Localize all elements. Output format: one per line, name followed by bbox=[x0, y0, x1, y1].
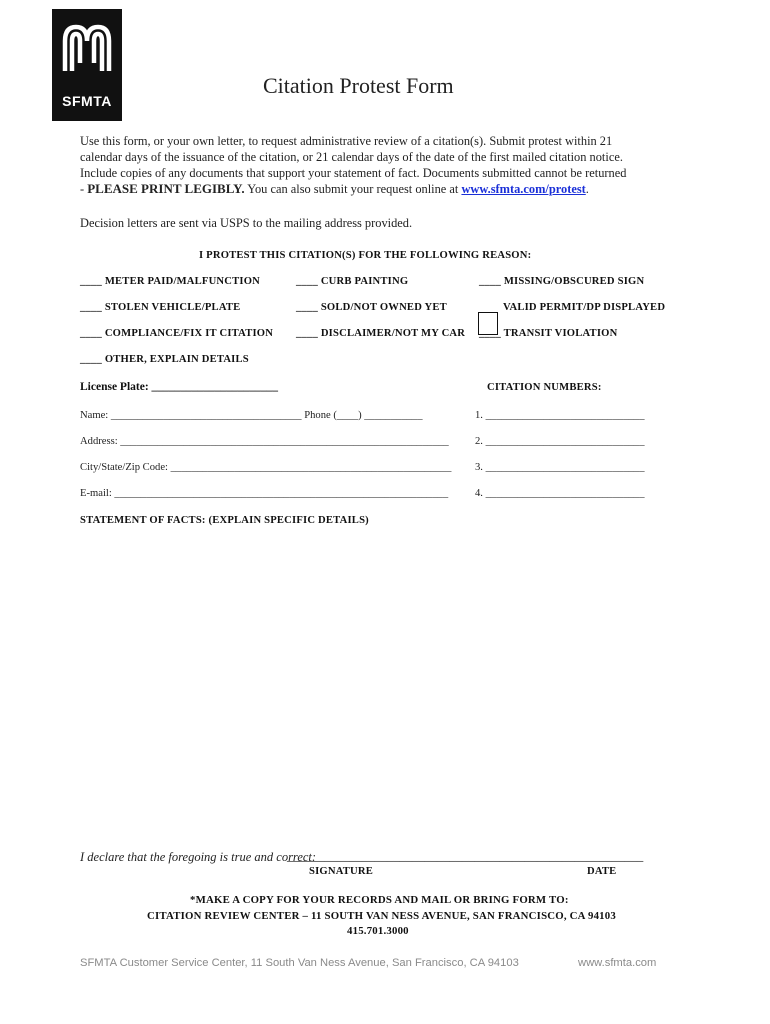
intro-line-3: Include copies of any documents that support your statement of fact. Documents submitted cannot be returned bbox=[80, 166, 627, 180]
email-field[interactable]: E-mail: _______________________________________________________________ bbox=[80, 488, 449, 499]
reason-transit-violation[interactable]: ____ TRANSIT VIOLATION bbox=[479, 328, 618, 339]
statement-heading: STATEMENT OF FACTS: (EXPLAIN SPECIFIC DETAILS) bbox=[80, 515, 369, 526]
reason-compliance[interactable]: ____ COMPLIANCE/FIX IT CITATION bbox=[80, 328, 274, 339]
intro-line-1: Use this form, or your own letter, to request administrative review of a citation(s). Submit protest within 21 bbox=[80, 134, 613, 148]
reason-missing-sign[interactable]: ____ MISSING/OBSCURED SIGN bbox=[479, 276, 645, 287]
sfmta-logo bbox=[52, 9, 122, 121]
address-field[interactable]: Address: ______________________________________________________________ bbox=[80, 436, 449, 447]
statement-area[interactable] bbox=[80, 535, 690, 835]
license-plate-field[interactable]: License Plate: ______________________ bbox=[80, 381, 279, 393]
review-center-address: CITATION REVIEW CENTER – 11 SOUTH VAN NESS AVENUE, SAN FRANCISCO, CA 94103 bbox=[147, 910, 616, 922]
protest-link[interactable]: www.sfmta.com/protest bbox=[461, 182, 586, 196]
city-state-zip-field[interactable]: City/State/Zip Code: _____________________________________________________ bbox=[80, 462, 452, 473]
citation-number-4[interactable]: 4. ______________________________ bbox=[475, 488, 645, 499]
reason-stolen-vehicle[interactable]: ____ STOLEN VEHICLE/PLATE bbox=[80, 302, 241, 313]
reason-curb-painting[interactable]: ____ CURB PAINTING bbox=[296, 276, 409, 287]
sfmta-worm-icon bbox=[52, 13, 122, 83]
signature-line[interactable]: _________________________________________________________ bbox=[287, 849, 644, 863]
reason-other[interactable]: ____ OTHER, EXPLAIN DETAILS bbox=[80, 354, 249, 365]
footer-address: SFMTA Customer Service Center, 11 South Van Ness Avenue, San Francisco, CA 94103 bbox=[80, 957, 519, 969]
online-text: You can also submit your request online at bbox=[244, 182, 462, 196]
mail-instruction: *MAKE A COPY FOR YOUR RECORDS AND MAIL OR BRING FORM TO: bbox=[190, 894, 569, 906]
declaration-text: I declare that the foregoing is true and correct: bbox=[80, 850, 317, 864]
reason-valid-permit[interactable]: VALID PERMIT/DP DISPLAYED bbox=[503, 302, 666, 313]
intro-dash: - bbox=[80, 182, 88, 196]
footer-website[interactable]: www.sfmta.com bbox=[578, 957, 657, 969]
phone-number: 415.701.3000 bbox=[347, 925, 409, 937]
signature-label: SIGNATURE bbox=[309, 866, 374, 877]
citation-numbers-heading: CITATION NUMBERS: bbox=[487, 382, 602, 393]
logo-text: SFMTA bbox=[62, 93, 112, 109]
citation-number-2[interactable]: 2. ______________________________ bbox=[475, 436, 645, 447]
name-phone-field[interactable]: Name: ____________________________________ Phone (____) ___________ bbox=[80, 410, 423, 421]
intro-line-4 bbox=[80, 181, 589, 197]
citation-number-1[interactable]: 1. ______________________________ bbox=[475, 410, 645, 421]
intro-line-2: calendar days of the issuance of the citation, or 21 calendar days of the date of the first mailed citation notice. bbox=[80, 150, 623, 164]
print-legibly-text: PLEASE PRINT LEGIBLY. bbox=[87, 181, 245, 196]
reason-disclaimer[interactable]: ____ DISCLAIMER/NOT MY CAR bbox=[296, 328, 466, 339]
reason-meter-paid[interactable]: ____ METER PAID/MALFUNCTION bbox=[80, 276, 260, 287]
decision-note: Decision letters are sent via USPS to the mailing address provided. bbox=[80, 216, 413, 230]
intro-period: . bbox=[585, 182, 589, 196]
reason-sold[interactable]: ____ SOLD/NOT OWNED YET bbox=[296, 302, 447, 313]
reason-heading: I PROTEST THIS CITATION(S) FOR THE FOLLOWING REASON: bbox=[199, 250, 532, 261]
page-title: Citation Protest Form bbox=[263, 73, 454, 98]
citation-number-3[interactable]: 3. ______________________________ bbox=[475, 462, 645, 473]
date-label: DATE bbox=[587, 866, 617, 877]
